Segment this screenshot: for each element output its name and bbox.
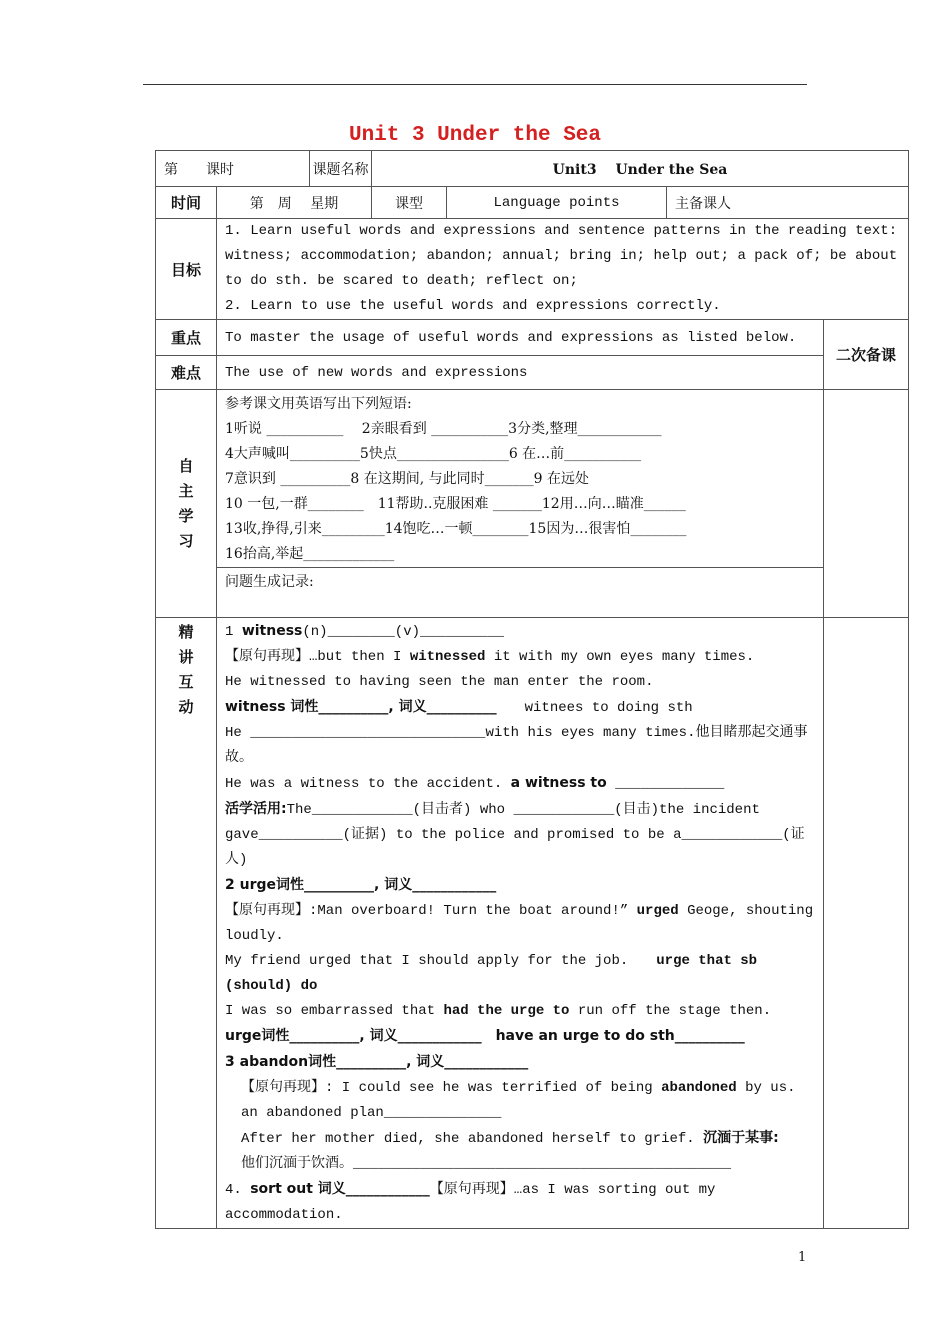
lecture-row [156, 618, 909, 1229]
lecture-label: 精 讲 互 动 [156, 618, 217, 1229]
topic-label: 课题名称 [310, 151, 372, 187]
lesson-plan-table [155, 150, 909, 1229]
lecture-line: 3 abandon词性__________, 词义____________ [225, 1054, 529, 1070]
phrase-line: 10 一包,一群________ 11帮助..克服困难 _______12用…向…瞄准______ [225, 496, 686, 512]
lecture-line: urge词性__________, 词义____________ have an urge to do sth__________ [225, 1028, 745, 1044]
lecture-line: 2 urge词性__________, 词义____________ [225, 877, 497, 893]
key-point-text: To master the usage of useful words and expressions as listed below. [217, 320, 824, 356]
difficult-label: 难点 [156, 356, 217, 390]
lecture-line: 活学活用:The____________(目击者) who ____________(目击)the incident gave__________(证据) to the police and promised to be a____________(证人) [225, 801, 805, 868]
objective-2: 2. Learn to use the useful words and expressions correctly. [225, 298, 721, 314]
lecture-line: 【原句再现】: I could see he was terrified of being abandoned by us. [241, 1080, 796, 1096]
objectives-row [156, 219, 909, 320]
lecture-line: an abandoned plan______________ [241, 1105, 502, 1121]
self-study-intro: 参考课文用英语写出下列短语: [225, 396, 412, 412]
lecture-line: My friend urged that I should apply for the job. urge that sb (should) do [225, 953, 758, 994]
topic-value: Unit3 Under the Sea [372, 151, 909, 187]
key-point-label: 重点 [156, 320, 217, 356]
page-title: Unit 3 Under the Sea [348, 124, 602, 147]
lecture-line: 1 witness(n)________(v)__________ [225, 623, 505, 640]
preparer-label: 主备课人 [667, 187, 909, 219]
second-prep-label: 二次备课 [824, 320, 909, 390]
lecture-line: He witnessed to having seen the man enter the room. [225, 674, 654, 690]
header-row [156, 151, 909, 187]
page-number: 1 [798, 1250, 807, 1265]
time-label: 时间 [156, 187, 217, 219]
self-study-label: 自 主 学 习 [156, 390, 217, 618]
type-label: 课型 [372, 187, 447, 219]
lecture-line: He ____________________________with his eyes many times.他目睹那起交通事故。 [225, 725, 808, 766]
difficult-text: The use of new words and expressions [217, 356, 824, 390]
key-point-row [156, 320, 909, 356]
phrase-line: 13收,挣得,引来_________14饱吃…一顿________15因为…很害怕________ [225, 521, 687, 537]
time-row [156, 187, 909, 219]
objective-1: 1. Learn useful words and expressions and sentence patterns in the reading text: witness; accommodation; abandon; annual; bring in; help out; a pack of; be about to do sth. be scared to death; reflect on; [225, 223, 898, 289]
lecture-line: 4. sort out 词义____________【原句再现】…as I was sorting out my accommodation. [225, 1181, 716, 1223]
lecture-line: witness 词性__________, 词义__________ witnees to doing sth [225, 699, 693, 716]
lecture-line: I was so embarrassed that had the urge to run off the stage then. [225, 1003, 772, 1019]
phrase-line: 7意识到 __________8 在这期间, 与此同时_______9 在远处 [225, 471, 589, 487]
phrase-line: 16抬高,举起_____________ [225, 546, 395, 562]
week-cell: 第 周 星期 [217, 187, 372, 219]
objectives-label: 目标 [156, 219, 217, 320]
lecture-line: 【原句再现】:Man overboard! Turn the boat around!” urged Geoge, shouting loudly. [225, 903, 814, 944]
type-value: Language points [447, 187, 667, 219]
lesson-number-cell: 第 课时 [156, 151, 310, 187]
phrase-line: 1听说 ___________ 2亲眼看到 ___________3分类,整理____________ [225, 421, 662, 437]
lecture-line: 他们沉湎于饮酒。_____________________________________________ [241, 1156, 732, 1172]
self-study-row [156, 390, 909, 568]
lecture-line: After her mother died, she abandoned herself to grief. 沉湎于某事: [241, 1130, 779, 1147]
lecture-line: He was a witness to the accident. a witness to _____________ [225, 775, 725, 792]
problem-record: 问题生成记录: [217, 568, 824, 618]
record-row [156, 568, 909, 618]
header-rule [143, 84, 807, 85]
lecture-line: 【原句再现】…but then I witnessed it with my own eyes many times. [225, 649, 755, 665]
difficult-row [156, 356, 909, 390]
phrase-line: 4大声喊叫__________5快点________________6 在…前___________ [225, 446, 642, 462]
